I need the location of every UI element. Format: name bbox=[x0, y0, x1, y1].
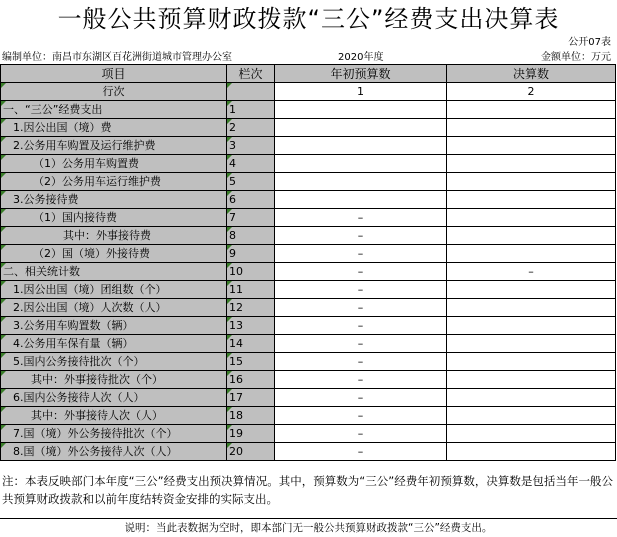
table-row bbox=[1, 335, 616, 353]
row-line-no: 13 bbox=[227, 317, 275, 335]
table-row bbox=[1, 281, 616, 299]
row-budget-value: – bbox=[275, 389, 447, 407]
row-label-budget: 1 bbox=[275, 83, 447, 101]
row-final-value bbox=[447, 389, 616, 407]
row-item-label: 4.公务用车保有量（辆） bbox=[1, 335, 227, 353]
row-budget-value: – bbox=[275, 263, 447, 281]
row-line-no: 7 bbox=[227, 209, 275, 227]
row-item-label: 7.国（境）外公务接待批次（个） bbox=[1, 425, 227, 443]
table-row bbox=[1, 173, 616, 191]
header-budget: 年初预算数 bbox=[275, 65, 447, 83]
row-final-value bbox=[447, 371, 616, 389]
row-item-label: （2）国（境）外接待费 bbox=[1, 245, 227, 263]
line-number-row bbox=[1, 83, 616, 101]
row-final-value bbox=[447, 443, 616, 461]
row-line-no: 17 bbox=[227, 389, 275, 407]
row-budget-value: – bbox=[275, 371, 447, 389]
table-row bbox=[1, 371, 616, 389]
row-line-no: 6 bbox=[227, 191, 275, 209]
table-row bbox=[1, 299, 616, 317]
row-item-label: 2.公务用车购置及运行维护费 bbox=[1, 137, 227, 155]
row-item-label: 1.因公出国（境）费 bbox=[1, 119, 227, 137]
row-line-no: 1 bbox=[227, 101, 275, 119]
table-row bbox=[1, 137, 616, 155]
row-budget-value: – bbox=[275, 443, 447, 461]
row-budget-value: – bbox=[275, 407, 447, 425]
table-row bbox=[1, 119, 616, 137]
row-line-no: 14 bbox=[227, 335, 275, 353]
row-line-no: 10 bbox=[227, 263, 275, 281]
row-budget-value bbox=[275, 173, 447, 191]
table-row bbox=[1, 155, 616, 173]
row-line-no: 8 bbox=[227, 227, 275, 245]
row-final-value bbox=[447, 353, 616, 371]
table-row bbox=[1, 389, 616, 407]
row-final-value bbox=[447, 335, 616, 353]
row-label-no bbox=[227, 83, 275, 101]
row-final-value bbox=[447, 137, 616, 155]
header-item: 项目 bbox=[1, 65, 227, 83]
table-row bbox=[1, 191, 616, 209]
table-row bbox=[1, 353, 616, 371]
money-unit: 金额单位：万元 bbox=[541, 52, 611, 63]
header-line-no: 栏次 bbox=[227, 65, 275, 83]
row-item-label: 3.公务用车购置数（辆） bbox=[1, 317, 227, 335]
row-budget-value: – bbox=[275, 425, 447, 443]
row-item-label: 其中：外事接待费 bbox=[1, 227, 227, 245]
table-row bbox=[1, 209, 616, 227]
row-item-label: 6.国内公务接待人次（人） bbox=[1, 389, 227, 407]
table-row bbox=[1, 227, 616, 245]
notes: 注：本表反映部门本年度“三公”经费支出预决算情况。其中，预算数为“三公”经费年初预算数，决算数是包括当年一般公共预算财政拨款和以前年度结转资金安排的实际支出。 bbox=[2, 474, 613, 506]
row-line-no: 12 bbox=[227, 299, 275, 317]
row-item-label: （2）公务用车运行维护费 bbox=[1, 173, 227, 191]
row-budget-value bbox=[275, 191, 447, 209]
row-label-final: 2 bbox=[447, 83, 616, 101]
row-final-value bbox=[447, 317, 616, 335]
footer-note: 说明：当此表数据为空时，即本部门无一般公共预算财政拨款“三公”经费支出。 bbox=[0, 518, 617, 537]
row-line-no: 9 bbox=[227, 245, 275, 263]
row-final-value bbox=[447, 209, 616, 227]
row-item-label: 其中：外事接待批次（个） bbox=[1, 371, 227, 389]
row-item-label: 3.公务接待费 bbox=[1, 191, 227, 209]
row-budget-value bbox=[275, 119, 447, 137]
row-line-no: 3 bbox=[227, 137, 275, 155]
row-item-label: 8.国（境）外公务接待人次（人） bbox=[1, 443, 227, 461]
row-final-value bbox=[447, 227, 616, 245]
row-item-label: （1）国内接待费 bbox=[1, 209, 227, 227]
row-final-value bbox=[447, 155, 616, 173]
row-line-no: 5 bbox=[227, 173, 275, 191]
table-code: 公开07表 bbox=[568, 37, 611, 48]
row-final-value bbox=[447, 425, 616, 443]
row-budget-value: – bbox=[275, 353, 447, 371]
row-item-label: 其中：外事接待人次（人） bbox=[1, 407, 227, 425]
row-line-no: 18 bbox=[227, 407, 275, 425]
expense-table bbox=[0, 64, 616, 461]
row-final-value bbox=[447, 119, 616, 137]
row-final-value bbox=[447, 173, 616, 191]
row-final-value bbox=[447, 191, 616, 209]
row-budget-value: – bbox=[275, 335, 447, 353]
row-final-value bbox=[447, 101, 616, 119]
row-item-label: （1）公务用车购置费 bbox=[1, 155, 227, 173]
fiscal-year: 2020年度 bbox=[338, 52, 384, 63]
row-line-no: 11 bbox=[227, 281, 275, 299]
table-row bbox=[1, 443, 616, 461]
row-final-value bbox=[447, 281, 616, 299]
row-item-label: 一、“三公”经费支出 bbox=[1, 101, 227, 119]
row-item-label: 5.国内公务接待批次（个） bbox=[1, 353, 227, 371]
row-final-value bbox=[447, 299, 616, 317]
row-budget-value bbox=[275, 101, 447, 119]
row-line-no: 4 bbox=[227, 155, 275, 173]
row-item-label: 1.因公出国（境）团组数（个） bbox=[1, 281, 227, 299]
row-budget-value bbox=[275, 137, 447, 155]
row-line-no: 20 bbox=[227, 443, 275, 461]
table-row bbox=[1, 317, 616, 335]
row-budget-value: – bbox=[275, 245, 447, 263]
row-line-no: 15 bbox=[227, 353, 275, 371]
row-final-value bbox=[447, 407, 616, 425]
reporting-unit: 编制单位：南昌市东湖区百花洲街道城市管理办公室 bbox=[2, 52, 232, 63]
row-line-no: 16 bbox=[227, 371, 275, 389]
table-row bbox=[1, 425, 616, 443]
header-row bbox=[1, 65, 616, 83]
table-row bbox=[1, 263, 616, 281]
row-final-value bbox=[447, 245, 616, 263]
table-row bbox=[1, 101, 616, 119]
header-final: 决算数 bbox=[447, 65, 616, 83]
row-label-item: 行次 bbox=[1, 83, 227, 101]
row-line-no: 19 bbox=[227, 425, 275, 443]
row-item-label: 二、相关统计数 bbox=[1, 263, 227, 281]
row-budget-value: – bbox=[275, 317, 447, 335]
row-item-label: 2.因公出国（境）人次数（人） bbox=[1, 299, 227, 317]
row-budget-value: – bbox=[275, 227, 447, 245]
row-budget-value: – bbox=[275, 281, 447, 299]
row-line-no: 2 bbox=[227, 119, 275, 137]
table-row bbox=[1, 407, 616, 425]
row-final-value: – bbox=[447, 263, 616, 281]
table-row bbox=[1, 245, 616, 263]
page-title: 一般公共预算财政拨款“三公”经费支出决算表 bbox=[57, 5, 560, 33]
row-budget-value: – bbox=[275, 299, 447, 317]
row-budget-value bbox=[275, 155, 447, 173]
row-budget-value: – bbox=[275, 209, 447, 227]
